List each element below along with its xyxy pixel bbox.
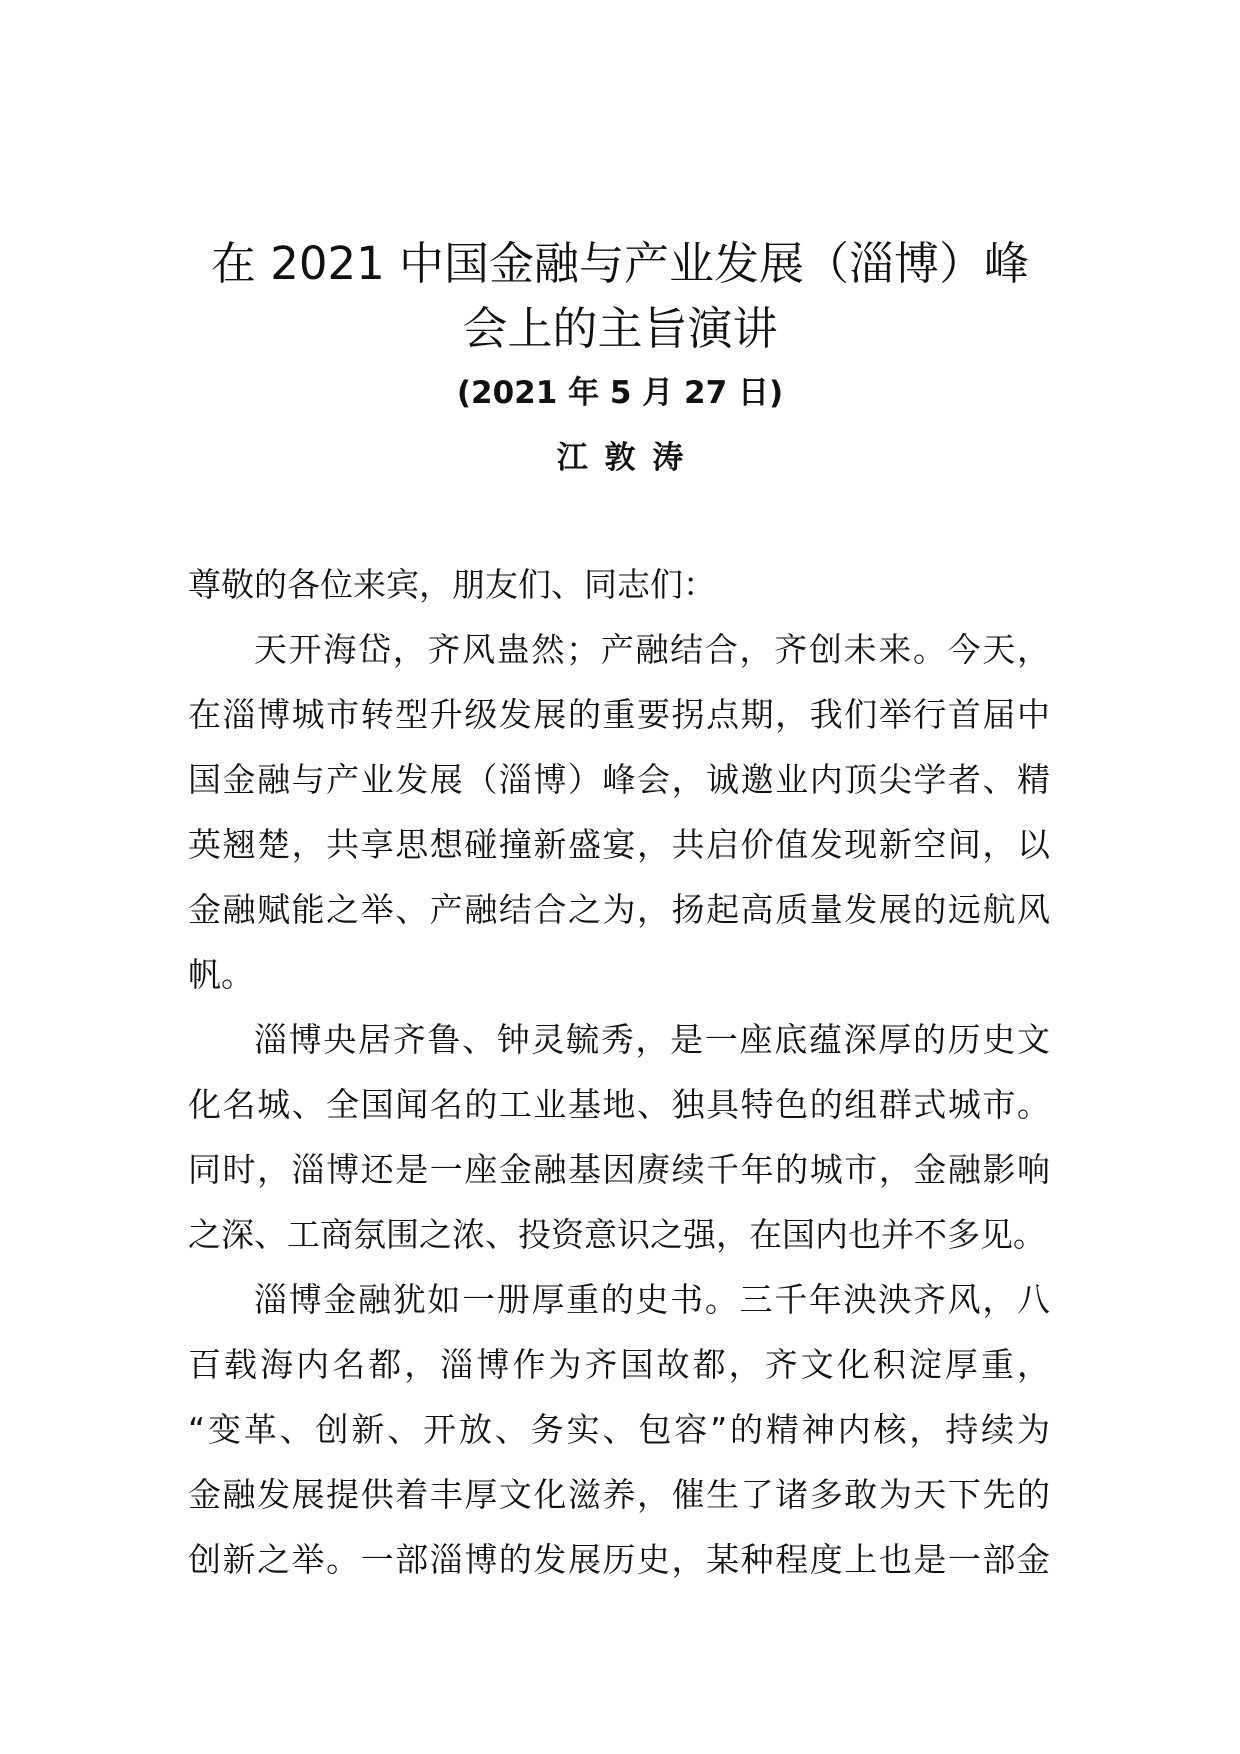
paragraph-line: 国金融与产业发展（淄博）峰会，诚邀业内顶尖学者、精 [188,760,1050,799]
salutation: 尊敬的各位来宾，朋友们、同志们： [188,565,716,604]
paragraph-line: “变革、创新、开放、务实、包容”的精神内核，持续为 [188,1410,1050,1449]
document-title-line-1: 在 2021 中国金融与产业发展（淄博）峰 [210,237,1030,290]
paragraph-line: 同时，淄博还是一座金融基因赓续千年的城市，金融影响 [188,1150,1050,1189]
paragraph-line: 淄博金融犹如一册厚重的史书。三千年泱泱齐风，八 [254,1280,1050,1319]
paragraph-line: 金融赋能之举、产融结合之为，扬起高质量发展的远航风 [188,890,1050,929]
document-body [188,552,1050,1592]
document-header [0,231,1240,491]
paragraph-2 [188,1007,1050,1267]
paragraph-line: 英翘楚，共享思想碰撞新盛宴，共启价值发现新空间，以 [188,825,1050,864]
paragraph-3 [188,1267,1050,1592]
document-title-line-2: 会上的主旨演讲 [462,302,778,355]
paragraph-line: 之深、工商氛围之浓、投资意识之强，在国内也并不多见。 [188,1215,1046,1254]
paragraph-line: 金融发展提供着丰厚文化滋养，催生了诸多敢为天下先的 [188,1475,1050,1514]
paragraph-line: 在淄博城市转型升级发展的重要拐点期，我们举行首届中 [188,695,1050,734]
paragraph-line: 创新之举。一部淄博的发展历史，某种程度上也是一部金 [188,1540,1050,1579]
speech-date: (2021 年 5 月 27 日) [456,375,784,411]
speaker-name: 江 敦 涛 [556,440,684,476]
paragraph-line: 化名城、全国闻名的工业基地、独具特色的组群式城市。 [188,1085,1050,1124]
paragraph-1 [188,617,1050,1007]
paragraph-line: 淄博央居齐鲁、钟灵毓秀，是一座底蕴深厚的历史文 [254,1020,1050,1059]
paragraph-line: 天开海岱，齐风蛊然；产融结合，齐创未来。今天， [254,630,1050,669]
paragraph-line: 帆。 [188,955,254,994]
paragraph-line: 百载海内名都，淄博作为齐国故都，齐文化积淀厚重， [188,1345,1050,1384]
